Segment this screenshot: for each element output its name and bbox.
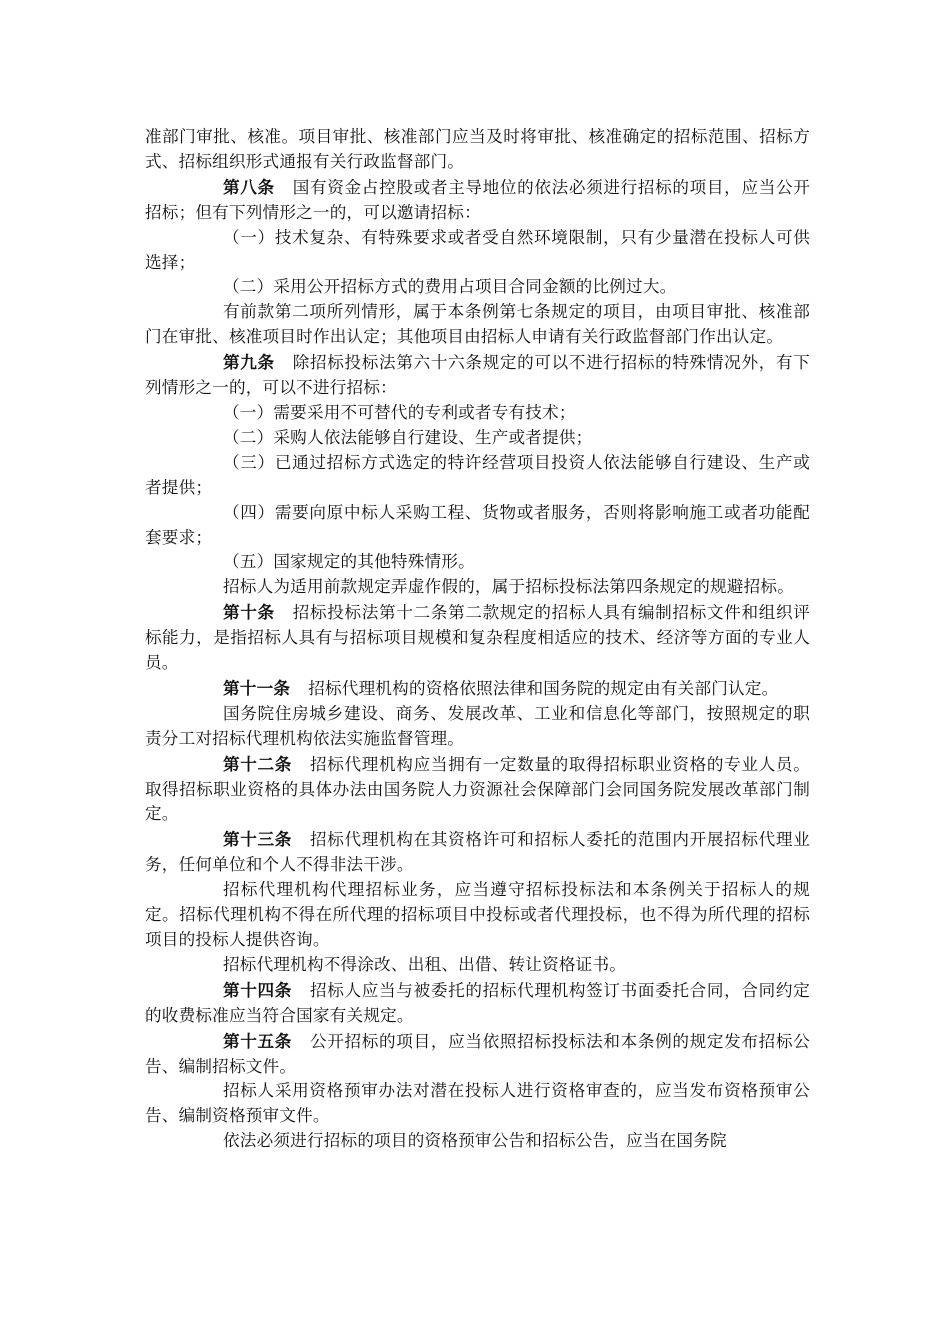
paragraph bbox=[145, 575, 810, 600]
list-item bbox=[145, 426, 810, 451]
list-item bbox=[145, 550, 810, 575]
article-paragraph bbox=[145, 175, 810, 226]
paragraph bbox=[145, 300, 810, 350]
article-number: 第十五条 bbox=[223, 1030, 293, 1051]
list-item bbox=[145, 451, 810, 501]
paragraph-text: 国务院住房城乡建设、商务、发展改革、工业和信息化等部门，按照规定的职责分工对招标代理机构依法实施监督管理。 bbox=[145, 703, 810, 748]
article-paragraph bbox=[145, 978, 810, 1029]
document-body bbox=[145, 125, 810, 1154]
paragraph bbox=[145, 953, 810, 978]
list-item bbox=[145, 275, 810, 300]
article-number: 第十三条 bbox=[223, 829, 293, 850]
paragraph-text: （一）技术复杂、有特殊要求或者受自然环境限制，只有少量潜在投标人可供选择； bbox=[145, 227, 810, 272]
article-paragraph bbox=[145, 350, 810, 401]
list-item bbox=[145, 401, 810, 426]
paragraph bbox=[145, 702, 810, 752]
paragraph bbox=[145, 878, 810, 953]
paragraph-text: 招标代理机构代理招标业务，应当遵守招标投标法和本条例关于招标人的规定。招标代理机构不得在所代理的招标项目中投标或者代理投标，也不得为所代理的招标项目的投标人提供咨询。 bbox=[145, 880, 810, 949]
paragraph bbox=[145, 125, 810, 175]
paragraph-text: （五）国家规定的其他特殊情形。 bbox=[223, 552, 475, 572]
paragraph-text: 招标代理机构应当拥有一定数量的取得招标职业资格的专业人员。取得招标职业资格的具体办法由国务院人力资源社会保障部门会同国务院发展改革部门制定。 bbox=[145, 754, 810, 824]
paragraph-text: （一）需要采用不可替代的专利或者专有技术； bbox=[223, 402, 576, 422]
paragraph-text: 招标代理机构不得涂改、出租、出借、转让资格证书。 bbox=[223, 954, 627, 974]
article-number: 第十一条 bbox=[223, 677, 291, 698]
article-paragraph bbox=[145, 752, 810, 828]
paragraph-text: （四）需要向原中标人采购工程、货物或者服务，否则将影响施工或者功能配套要求； bbox=[145, 502, 810, 547]
paragraph-text: 除招标投标法第六十六条规定的可以不进行招标的特殊情况外，有下列情形之一的，可以不进行招标： bbox=[145, 353, 811, 398]
paragraph bbox=[145, 1129, 810, 1154]
article-paragraph bbox=[145, 600, 810, 676]
article-number: 第九条 bbox=[223, 352, 275, 373]
article-number: 第十条 bbox=[223, 602, 275, 623]
paragraph-text: 招标人应当与被委托的招标代理机构签订书面委托合同，合同约定的收费标准应当符合国家有关规定。 bbox=[145, 980, 810, 1025]
article-number: 第十四条 bbox=[223, 979, 293, 1000]
article-paragraph bbox=[145, 827, 810, 878]
paragraph-text: （二）采购人依法能够自行建设、生产或者提供； bbox=[223, 427, 593, 447]
article-number: 第八条 bbox=[223, 176, 275, 197]
paragraph-text: 招标代理机构在其资格许可和招标人委托的范围内开展招标代理业务，任何单位和个人不得非法干涉。 bbox=[145, 830, 810, 875]
paragraph-text: 国有资金占控股或者主导地位的依法必须进行招标的项目，应当公开招标；但有下列情形之一的，可以邀请招标： bbox=[145, 177, 811, 222]
paragraph-text: 招标代理机构的资格依照法律和国务院的规定由有关部门认定。 bbox=[308, 678, 779, 698]
paragraph-text: 公开招标的项目，应当依照招标投标法和本条例的规定发布招标公告、编制招标文件。 bbox=[145, 1031, 810, 1076]
paragraph-text: 招标人采用资格预审办法对潜在投标人进行资格审查的，应当发布资格预审公告、编制资格预审文件。 bbox=[145, 1081, 810, 1126]
list-item bbox=[145, 501, 810, 551]
paragraph-text: （三）已通过招标方式选定的特许经营项目投资人依法能够自行建设、生产或者提供； bbox=[145, 452, 810, 497]
article-number: 第十二条 bbox=[223, 753, 293, 774]
paragraph-text: （二）采用公开招标方式的费用占项目合同金额的比例过大。 bbox=[223, 277, 677, 297]
paragraph-text: 招标投标法第十二条第二款规定的招标人具有编制招标文件和组织评标能力，是指招标人具有与招标项目规模和复杂程度相适应的技术、经济等方面的专业人员。 bbox=[145, 603, 811, 673]
paragraph bbox=[145, 1079, 810, 1129]
paragraph-text: 准部门审批、核准。项目审批、核准部门应当及时将审批、核准确定的招标范围、招标方式、招标组织形式通报有关行政监督部门。 bbox=[145, 127, 810, 171]
paragraph-text: 招标人为适用前款规定弄虚作假的，属于招标投标法第四条规定的规避招标。 bbox=[223, 577, 794, 597]
paragraph-text: 有前款第二项所列情形，属于本条例第七条规定的项目，由项目审批、核准部门在审批、核准项目时作出认定；其他项目由招标人申请有关行政监督部门作出认定。 bbox=[145, 302, 810, 347]
paragraph-text: 依法必须进行招标的项目的资格预审公告和招标公告，应当在国务院 bbox=[223, 1131, 727, 1151]
article-paragraph bbox=[145, 1029, 810, 1080]
list-item bbox=[145, 226, 810, 276]
article-paragraph bbox=[145, 676, 810, 702]
